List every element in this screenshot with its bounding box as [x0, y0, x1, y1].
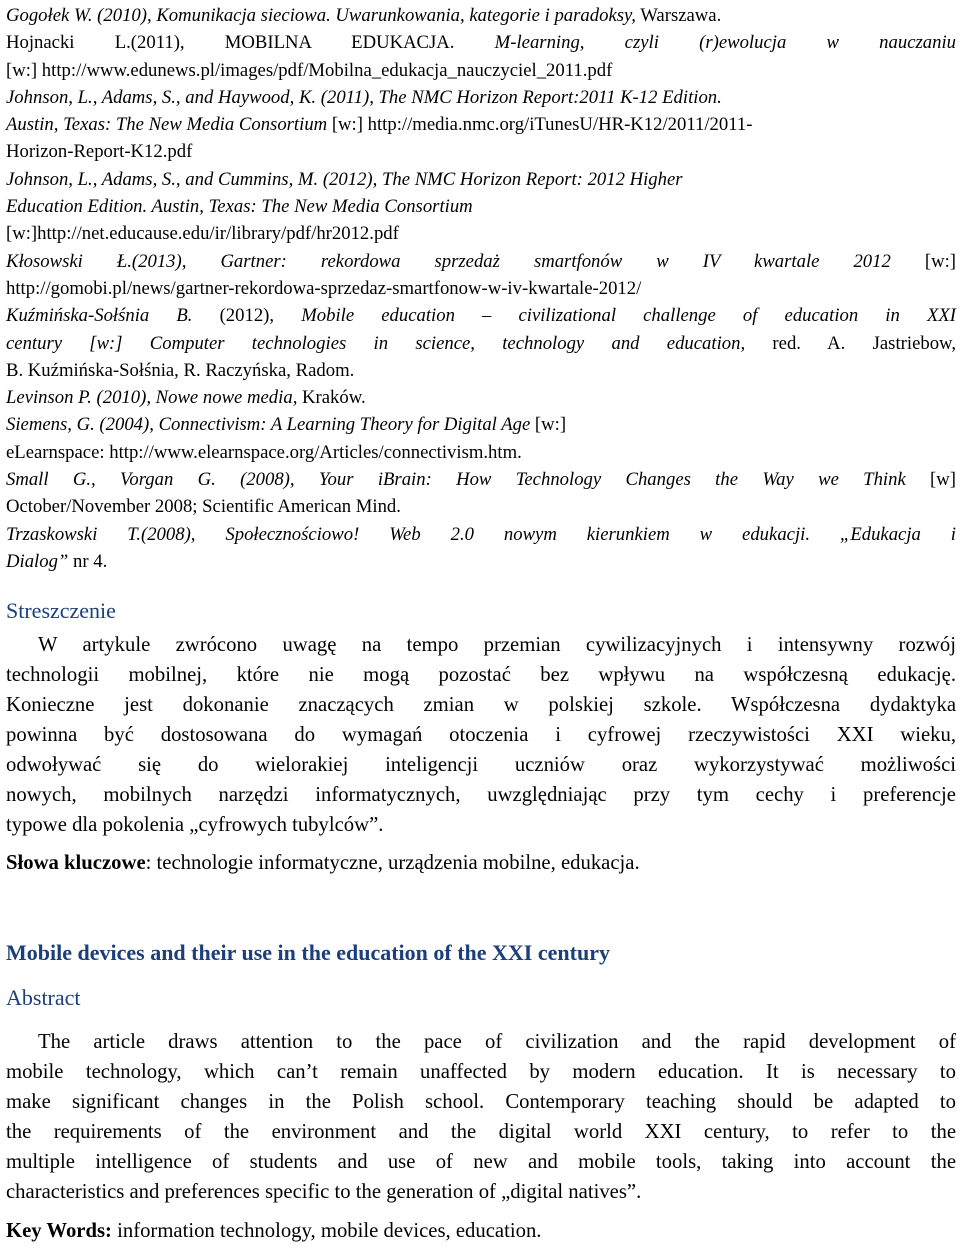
abstract-en-paragraph	[6, 1027, 956, 1207]
reference-line	[6, 439, 956, 466]
reference-text: Johnson, L., Adams, S., and Cummins, M. (2012), The NMC Horizon Report: 2012 Higher	[6, 168, 683, 190]
paragraph-line: typowe dla pokolenia „cyfrowych tubylców”.	[6, 814, 384, 836]
paragraph-line: W artykule zwrócono uwagę na tempo przemian cywilizacyjnych i intensywny rozwój	[38, 634, 956, 656]
english-title: Mobile devices and their use in the education of the XXI century	[6, 940, 610, 965]
reference-line	[6, 302, 956, 329]
keywords-en	[6, 1220, 541, 1243]
reference-line	[6, 330, 956, 357]
reference-line	[6, 2, 956, 29]
paragraph-line: technologii mobilnej, które nie mogą pozostać bez wpływu na współczesną edukację.	[6, 664, 956, 686]
keywords-pl-label: Słowa kluczowe	[6, 852, 146, 874]
reference-text: Hojnacki L.(2011), MOBILNA EDUKACJA.	[6, 32, 495, 54]
reference-text: Dialog”	[6, 550, 69, 572]
keywords-pl-text: : technologie informatyczne, urządzenia mobilne, edukacja.	[145, 852, 640, 874]
reference-text: Education Edition. Austin, Texas: The New Media Consortium	[6, 196, 473, 218]
reference-text: [w:]	[924, 250, 956, 272]
reference-text: [w]	[930, 469, 956, 491]
keywords-pl	[6, 852, 640, 875]
abstract-pl-paragraph	[6, 630, 956, 840]
reference-text: Komunikacja sieciowa. Uwarunkowania, kategorie i paradoksy,	[156, 5, 636, 26]
reference-text: Gogołek W. (2010),	[6, 5, 157, 26]
reference-text: Kłosowski Ł.(2013), Gartner: rekordowa sprzedaż smartfonów w IV kwartale 2012	[6, 250, 925, 272]
reference-text: eLearnspace: http://www.elearnspace.org/Articles/connectivism.htm.	[6, 441, 522, 463]
reference-text: [w:]	[534, 414, 567, 436]
reference-text: Levinson P. (2010), Nowe nowe media,	[6, 387, 303, 409]
reference-line	[6, 111, 956, 138]
reference-line	[6, 220, 956, 247]
reference-text: [w:] http://media.nmc.org/iTunesU/HR-K12/2011/2011-	[331, 114, 753, 136]
reference-line	[6, 548, 956, 575]
reference-text: century [w:] Computer technologies in science, technology and education,	[6, 332, 773, 354]
paragraph-line: powinna być dostosowana do wymagań otoczenia i cyfrowej rzeczywistości XXI wieku,	[6, 724, 956, 746]
reference-text: [w:]http://net.educause.edu/ir/library/pdf/hr2012.pdf	[6, 223, 399, 245]
reference-line	[6, 248, 956, 275]
reference-line	[6, 275, 956, 302]
reference-text: Horizon-Report-K12.pdf	[6, 141, 193, 163]
reference-text: Small G., Vorgan G. (2008), Your iBrain: How Technology Changes the Way we Think	[6, 469, 931, 491]
reference-text: Trzaskowski T.(2008), Społecznościowo! Web 2.0 nowym kierunkiem w edukacji. „Edukacja i	[6, 523, 956, 545]
keywords-en-text: information technology, mobile devices, education.	[111, 1220, 542, 1242]
reference-text: Warszawa.	[635, 5, 722, 26]
reference-text: Mobile education – civilizational challenge of education in XXI	[301, 305, 957, 327]
abstract-pl-heading: Streszczenie	[6, 598, 116, 623]
paragraph-line: mobile technology, which can’t remain unaffected by modern education. It is necessary to	[6, 1061, 956, 1083]
reference-line	[6, 166, 956, 193]
reference-text: M-learning, czyli (r)ewolucja w nauczaniu	[494, 32, 956, 54]
paragraph-line: odwoływać się do wielorakiej inteligencji uczniów oraz wykorzystywać możliwości	[6, 754, 956, 776]
reference-text: Austin, Texas: The New Media Consortium	[6, 114, 332, 136]
reference-line	[6, 138, 956, 165]
reference-text: Kraków.	[302, 387, 366, 409]
paragraph-line: The article draws attention to the pace of civilization and the rapid development of	[38, 1031, 956, 1053]
keywords-en-label: Key Words:	[6, 1220, 112, 1242]
reference-line	[6, 193, 956, 220]
paragraph-line: Konieczne jest dokonanie znaczących zmian w polskiej szkole. Współczesna dydaktyka	[6, 694, 956, 716]
paragraph-line: characteristics and preferences specific to the generation of „digital natives”.	[6, 1181, 642, 1203]
reference-line	[6, 493, 956, 520]
paragraph-line: nowych, mobilnych narzędzi informatycznych, uwzględniając przy tym cechy i preferencje	[6, 784, 956, 806]
reference-text: nr 4.	[68, 550, 108, 572]
abstract-en-heading: Abstract	[6, 985, 81, 1010]
paragraph-line: the requirements of the environment and the digital world XXI century, to refer to the	[6, 1121, 956, 1143]
reference-line	[6, 84, 956, 111]
reference-list	[6, 2, 956, 575]
reference-text: [w:] http://www.edunews.pl/images/pdf/Mobilna_edukacja_nauczyciel_2011.pdf	[6, 59, 613, 81]
reference-line	[6, 466, 956, 493]
reference-line	[6, 29, 956, 56]
reference-text: B. Kuźmińska-Sołśnia, R. Raczyńska, Radom.	[6, 359, 355, 381]
reference-text: October/November 2008; Scientific American Mind.	[6, 496, 401, 518]
reference-text: http://gomobi.pl/news/gartner-rekordowa-sprzedaz-smartfonow-w-iv-kwartale-2012/	[6, 277, 642, 299]
paragraph-line: make significant changes in the Polish school. Contemporary teaching should be adapted to	[6, 1091, 956, 1113]
reference-line	[6, 384, 956, 411]
reference-text: Kuźmińska-Sołśnia B.	[6, 305, 220, 327]
reference-text: (2012),	[219, 305, 302, 327]
reference-line	[6, 57, 956, 84]
reference-text: Johnson, L., Adams, S., and Haywood, K. (2011), The NMC Horizon Report:2011 K-12 Edition.	[6, 86, 722, 108]
reference-line	[6, 357, 956, 384]
reference-text: red. A. Jastriebow,	[772, 332, 956, 354]
reference-line	[6, 411, 956, 438]
reference-line	[6, 521, 956, 548]
paragraph-line: multiple intelligence of students and use of new and mobile tools, taking into account the	[6, 1151, 956, 1173]
reference-text: Siemens, G. (2004), Connectivism: A Learning Theory for Digital Age	[6, 414, 535, 436]
